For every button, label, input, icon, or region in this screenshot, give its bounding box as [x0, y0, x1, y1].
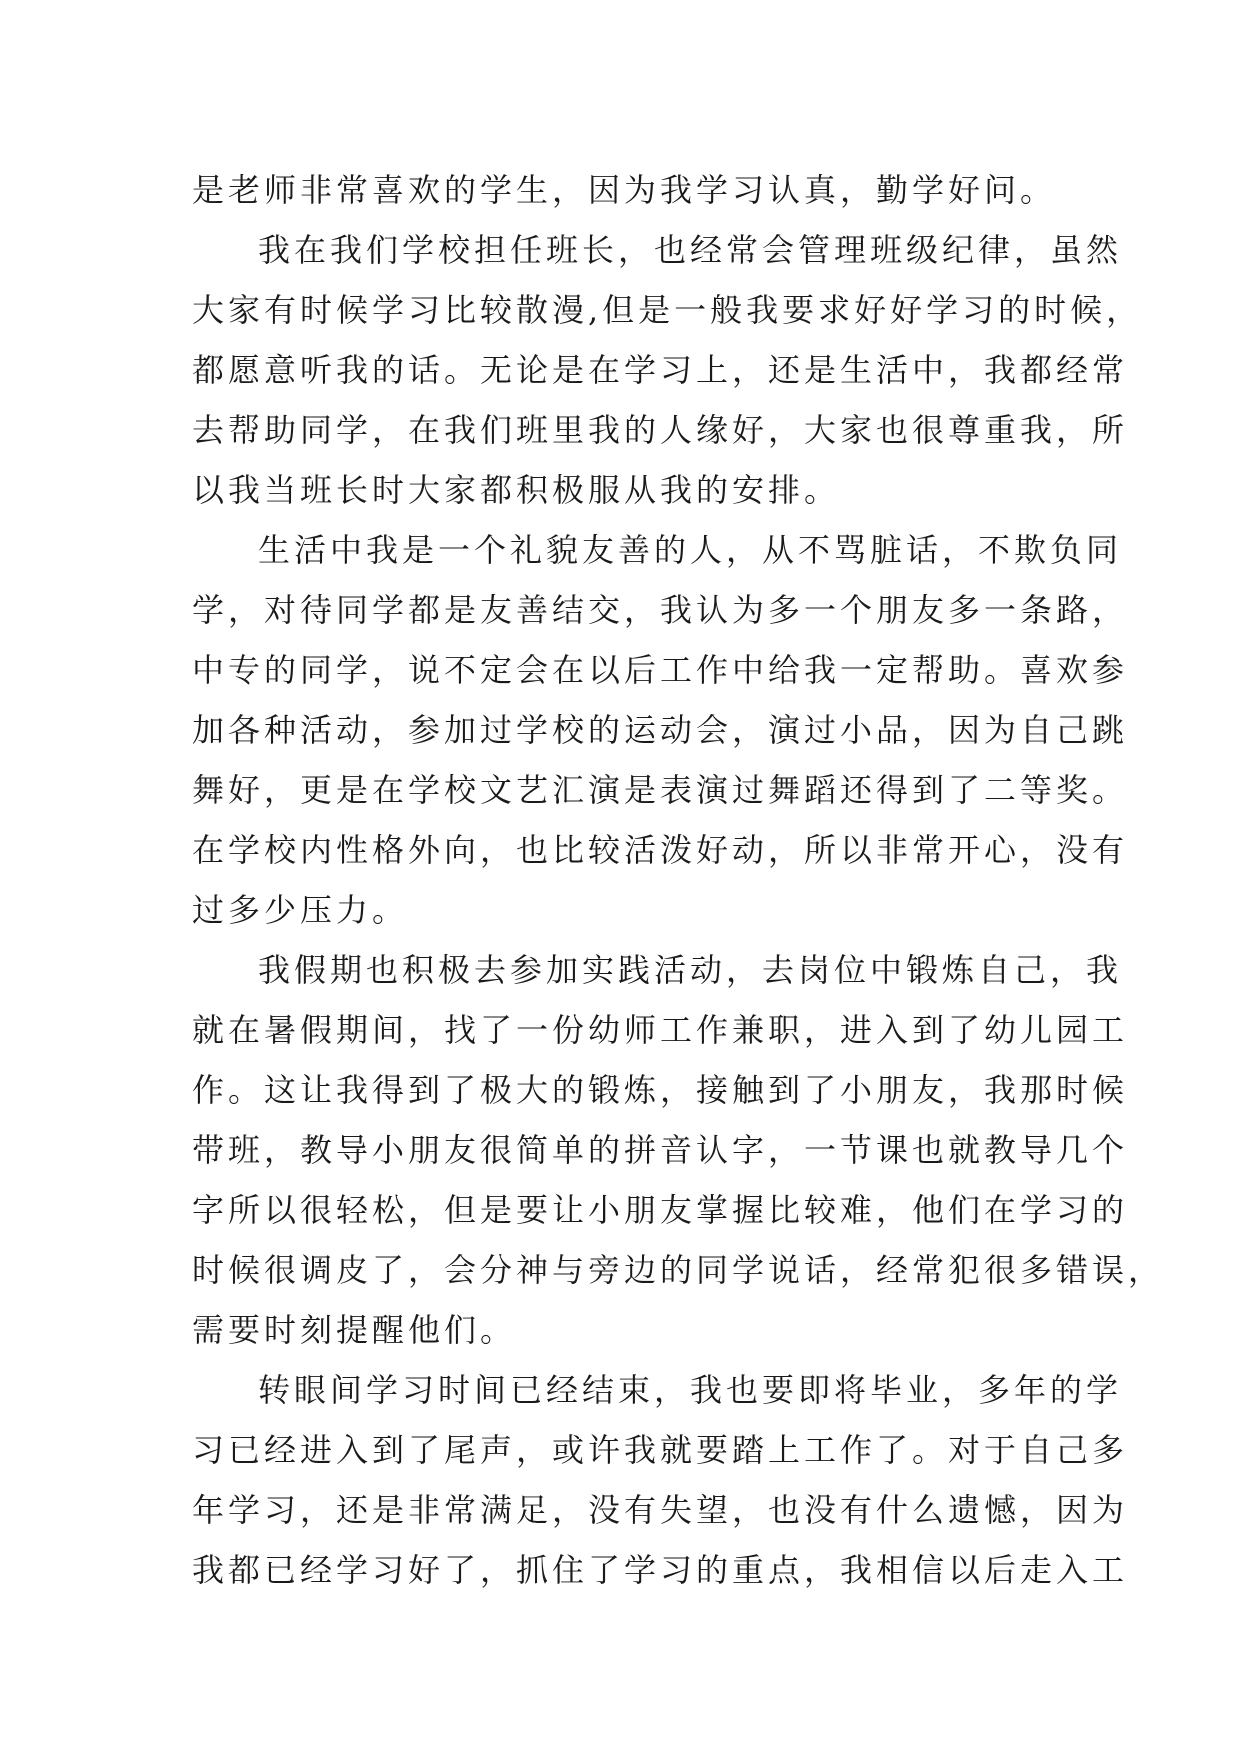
text-line: 字所以很轻松，但是要让小朋友掌握比较难，他们在学习的	[192, 1191, 1129, 1229]
text-line: 时候很调皮了，会分神与旁边的同学说话，经常犯很多错误，	[192, 1251, 1165, 1289]
text-line: 带班，教导小朋友很简单的拼音认字，一节课也就教导几个	[192, 1131, 1129, 1169]
text-line: 需要时刻提醒他们。	[192, 1311, 517, 1349]
text-line: 在学校内性格外向，也比较活泼好动，所以非常开心，没有	[192, 831, 1129, 869]
text-line: 习已经进入到了尾声，或许我就要踏上工作了。对于自己多	[192, 1431, 1129, 1469]
text-line: 大家有时候学习比较散漫,但是一般我要求好好学习的时候，	[192, 291, 1143, 329]
document-body	[192, 160, 1165, 1600]
paragraph-first-line: 转眼间学习时间已经结束，我也要即将毕业，多年的学	[258, 1371, 1123, 1409]
text-line: 是老师非常喜欢的学生，因为我学习认真，勤学好问。	[192, 171, 1057, 209]
text-line: 我都已经学习好了，抓住了学习的重点，我相信以后走入工	[192, 1551, 1129, 1589]
text-line: 加各种活动，参加过学校的运动会，演过小品，因为自己跳	[192, 711, 1129, 749]
text-line: 中专的同学，说不定会在以后工作中给我一定帮助。喜欢参	[192, 651, 1129, 689]
text-line: 过多少压力。	[192, 891, 409, 929]
text-line: 作。这让我得到了极大的锻炼，接触到了小朋友，我那时候	[192, 1071, 1129, 1109]
text-line: 舞好，更是在学校文艺汇演是表演过舞蹈还得到了二等奖。	[192, 771, 1129, 809]
paragraph-first-line: 生活中我是一个礼貌友善的人，从不骂脏话，不欺负同	[258, 531, 1123, 569]
text-line: 就在暑假期间，找了一份幼师工作兼职，进入到了幼儿园工	[192, 1011, 1129, 1049]
text-line: 年学习，还是非常满足，没有失望，也没有什么遗憾，因为	[192, 1491, 1129, 1529]
text-line: 学，对待同学都是友善结交，我认为多一个朋友多一条路，	[192, 591, 1129, 629]
text-line: 以我当班长时大家都积极服从我的安排。	[192, 471, 841, 509]
text-line: 去帮助同学，在我们班里我的人缘好，大家也很尊重我，所	[192, 411, 1129, 449]
paragraph-first-line: 我假期也积极去参加实践活动，去岗位中锻炼自己，我	[258, 951, 1123, 989]
paragraph-first-line: 我在我们学校担任班长，也经常会管理班级纪律，虽然	[258, 231, 1123, 269]
text-line: 都愿意听我的话。无论是在学习上，还是生活中，我都经常	[192, 351, 1129, 389]
